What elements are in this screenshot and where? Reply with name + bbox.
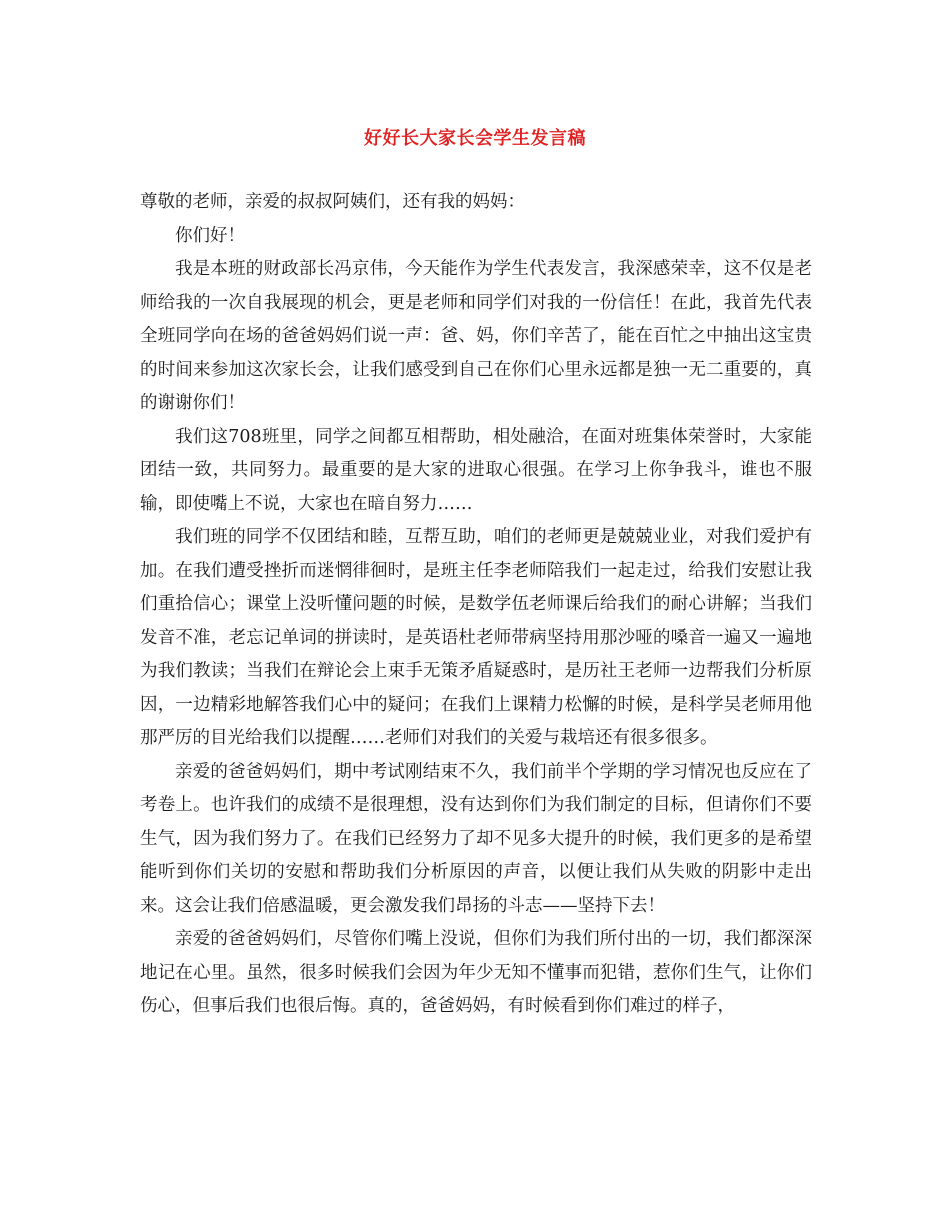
body-paragraph-parents: 亲爱的爸爸妈妈们，尽管你们嘴上没说，但你们为我们所付出的一切，我们都深深地记在心里。虽然，很多时候我们会因为年少无知不懂事而犯错，惹你们生气，让你们伤心，但事后我们也很后悔。真的，爸爸妈妈，有时候看到你们难过的样子， <box>140 929 812 1016</box>
salutation-paragraph: 尊敬的老师，亲爱的叔叔阿姨们，还有我的妈妈： <box>140 192 525 212</box>
body-paragraph-class: 我们这708班里，同学之间都互相帮助，相处融洽，在面对班集体荣誉时，大家能团结一致，共同努力。最重要的是大家的进取心很强。在学习上你争我斗，谁也不服输，即使嘴上不说，大家也在暗自努力…… <box>140 426 812 514</box>
document-body <box>140 186 812 1024</box>
body-paragraph-teachers: 我们班的同学不仅团结和睦，互帮互助，咱们的老师更是兢兢业业，对我们爱护有加。在我们遭受挫折而迷惘徘徊时，是班主任李老师陪我们一起走过，给我们安慰让我们重拾信心；课堂上没听懂问题的时候，是数学伍老师课后给我们的耐心讲解；当我们发音不准，老忘记单词的拼读时，是英语杜老师带病坚持用那沙哑的嗓音一遍又一遍地为我们教读；当我们在辩论会上束手无策矛盾疑惑时，是历社王老师一边帮我们分析原因，一边精彩地解答我们心中的疑问；在我们上课精力松懈的时候，是科学吴老师用他那严厉的目光给我们以提醒……老师们对我们的关爱与栽培还有很多很多。 <box>140 527 812 748</box>
document-title: 好好长大家长会学生发言稿 <box>364 128 586 149</box>
body-paragraph-exams: 亲爱的爸爸妈妈们，期中考试刚结束不久，我们前半个学期的学习情况也反应在了考卷上。也许我们的成绩不是很理想，没有达到你们为我们制定的目标，但请你们不要生气，因为我们努力了。在我们已经努力了却不见多大提升的时候，我们更多的是希望能听到你们关切的安慰和帮助我们分析原因的声音，以便让我们从失败的阴影中走出来。这会让我们倍感温暖，更会激发我们昂扬的斗志——坚持下去！ <box>140 761 812 916</box>
greeting-paragraph: 你们好！ <box>175 225 245 246</box>
body-paragraph-introduction: 我是本班的财政部长冯京伟，今天能作为学生代表发言，我深感荣幸，这不仅是老师给我的一次自我展现的机会，更是老师和同学们对我的一份信任！在此，我首先代表全班同学向在场的爸爸妈妈们说一声：爸、妈，你们辛苦了，能在百忙之中抽出这宝贵的时间来参加这次家长会，让我们感受到自己在你们心里永远都是独一无二重要的，真的谢谢你们！ <box>140 259 812 413</box>
